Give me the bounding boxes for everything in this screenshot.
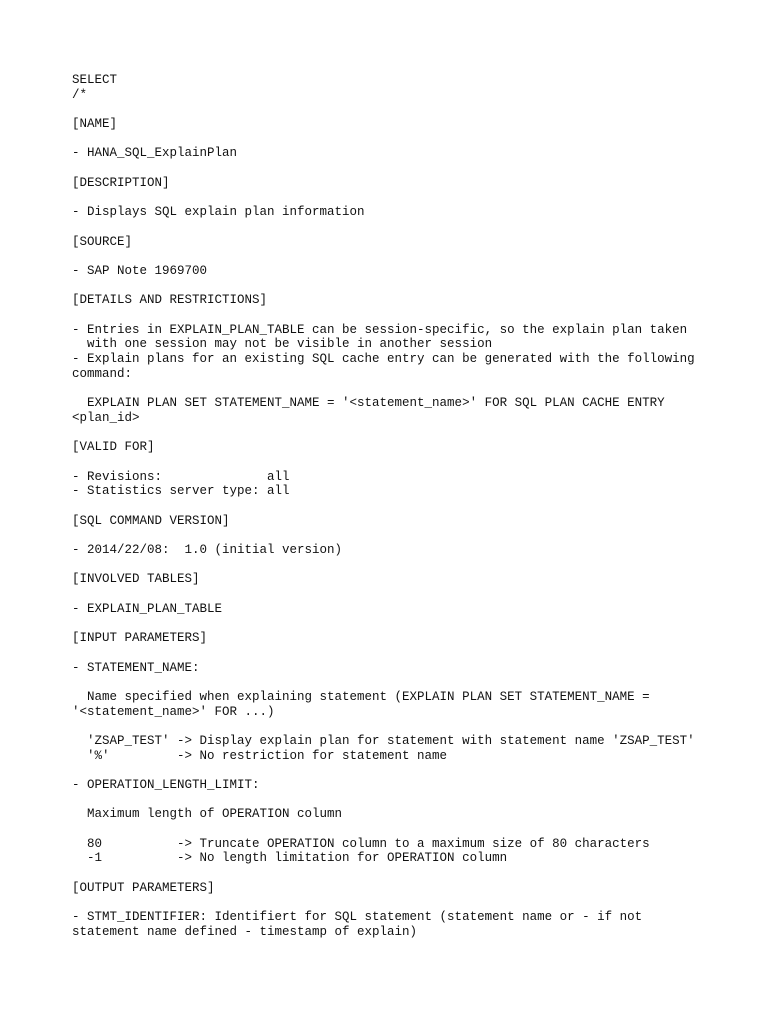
document-line: - HANA_SQL_ExplainPlan	[72, 146, 238, 161]
document-line: [DESCRIPTION]	[72, 175, 170, 190]
blank-line	[72, 719, 712, 734]
blank-line	[72, 191, 712, 206]
blank-line	[72, 249, 712, 264]
document-line: [NAME]	[72, 117, 118, 132]
document-line: -1 -> No length limitation for OPERATION column	[72, 851, 508, 866]
document-line: <plan_id>	[72, 410, 140, 425]
blank-line	[72, 763, 712, 778]
blank-line	[72, 381, 712, 396]
document-line: - Statistics server type: all	[72, 484, 290, 499]
document-line: [SQL COMMAND VERSION]	[72, 513, 230, 528]
document-line: '<statement_name>' FOR ...)	[72, 704, 275, 719]
blank-line	[72, 675, 712, 690]
blank-line	[72, 646, 712, 661]
document-line: Name specified when explaining statement (EXPLAIN PLAN SET STATEMENT_NAME =	[72, 689, 650, 704]
document-line: - OPERATION_LENGTH_LIMIT:	[72, 778, 260, 792]
blank-line	[72, 558, 712, 573]
document-line: 'ZSAP_TEST' -> Display explain plan for statement with statement name 'ZSAP_TEST'	[72, 733, 695, 748]
document-line: Maximum length of OPERATION column	[72, 807, 343, 822]
document-line: - Revisions: all	[72, 469, 290, 484]
blank-line	[72, 220, 712, 235]
blank-line	[72, 896, 712, 911]
document-line: - STMT_IDENTIFIER: Identifiert for SQL statement (statement name or - if not	[72, 910, 643, 925]
document-line: - Displays SQL explain plan information	[72, 205, 365, 220]
blank-line	[72, 616, 712, 631]
document-line: '%' -> No restriction for statement name	[72, 748, 448, 763]
document-line: - 2014/22/08: 1.0 (initial version)	[72, 543, 343, 557]
blank-line	[72, 308, 712, 323]
document-line: command:	[72, 366, 133, 381]
document-line: [DETAILS AND RESTRICTIONS]	[72, 293, 268, 308]
document-line: statement name defined - timestamp of explain)	[72, 924, 418, 939]
document-line: [INPUT PARAMETERS]	[72, 631, 208, 646]
blank-line	[72, 279, 712, 294]
blank-line	[72, 455, 712, 470]
blank-line	[72, 866, 712, 881]
document-line: EXPLAIN PLAN SET STATEMENT_NAME = '<statement_name>' FOR SQL PLAN CACHE ENTRY	[72, 396, 665, 411]
document-line: [SOURCE]	[72, 234, 133, 249]
document-line: - Entries in EXPLAIN_PLAN_TABLE can be session-specific, so the explain plan taken	[72, 322, 688, 337]
blank-line	[72, 528, 712, 543]
blank-line	[72, 822, 712, 837]
document-line: /*	[72, 87, 88, 102]
blank-line	[72, 793, 712, 808]
document-line: - Explain plans for an existing SQL cache entry can be generated with the following	[72, 352, 695, 367]
blank-line	[72, 161, 712, 176]
blank-line	[72, 132, 712, 147]
document-line: [OUTPUT PARAMETERS]	[72, 880, 215, 895]
document-line: - EXPLAIN_PLAN_TABLE	[72, 601, 223, 616]
document-line: [INVOLVED TABLES]	[72, 572, 200, 587]
blank-line	[72, 587, 712, 602]
document-line: [VALID FOR]	[72, 440, 155, 455]
sql-document	[72, 73, 712, 940]
document-line: - SAP Note 1969700	[72, 263, 208, 278]
document-line: SELECT	[72, 73, 118, 87]
blank-line	[72, 499, 712, 514]
document-line: - STATEMENT_NAME:	[72, 660, 200, 675]
document-line: with one session may not be visible in another session	[72, 337, 493, 352]
blank-line	[72, 426, 712, 441]
document-line: 80 -> Truncate OPERATION column to a maximum size of 80 characters	[72, 836, 650, 851]
blank-line	[72, 102, 712, 117]
